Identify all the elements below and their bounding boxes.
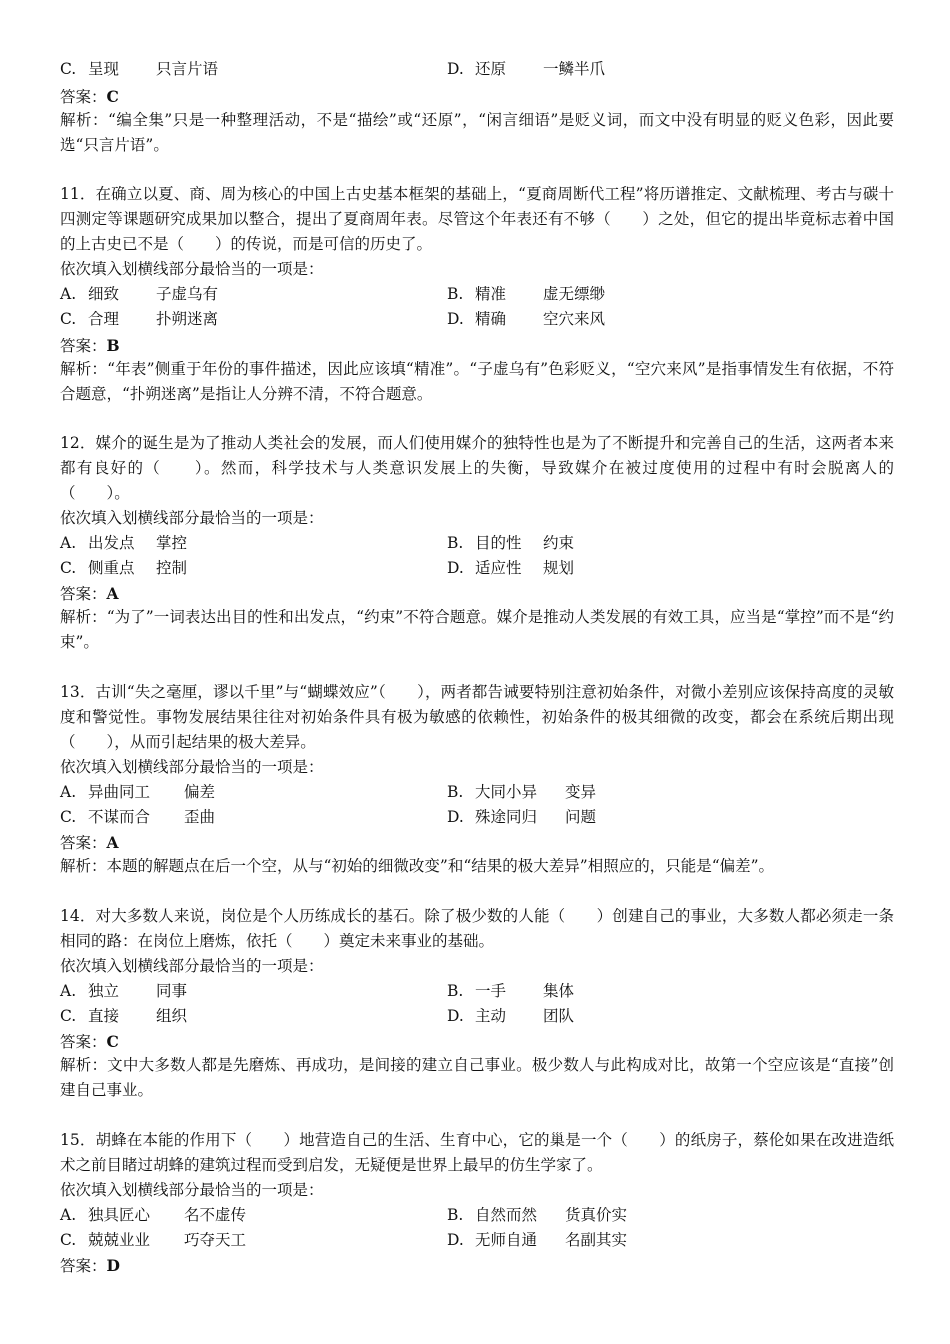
question-stem: 11．在确立以夏、商、周为核心的中国上古史基本框架的基础上，“夏商周断代工程”将历谱推定、文献梳理、考古与碳十四测定等课题研究成果加以整合，提出了夏商周年表。尽管这个年表还有不够（ ）之处，但它的提出毕竟标志着中国的上古史已不是（ ）的传说，而是可信的历史了。 xyxy=(60,185,894,253)
option-c: C. 呈现 只言片语 xyxy=(60,60,219,78)
answer-line: 答案：A xyxy=(60,584,119,603)
option-d: D. 殊途同归 问题 xyxy=(447,808,597,826)
question-prompt: 依次填入划横线部分最恰当的一项是： xyxy=(60,957,324,975)
option-b: B. 一手 集体 xyxy=(447,982,575,1000)
option-b: B. 大同小异 变异 xyxy=(447,783,597,801)
answer-line: 答案：D xyxy=(60,1256,120,1275)
option-d: D. 主动 团队 xyxy=(447,1007,575,1025)
option-b: B. 目的性 约束 xyxy=(447,534,575,552)
option-a: A. 独立 同事 xyxy=(60,982,188,1000)
option-c: C. 不谋而合 歪曲 xyxy=(60,808,216,826)
explanation: 解析：“编全集”只是一种整理活动，不是“描绘”或“还原”，“闲言细语”是贬义词，而文中没有明显的贬义色彩，因此要选“只言片语”。 xyxy=(60,111,894,154)
option-d: D. 还原 一鳞半爪 xyxy=(447,60,606,78)
question-prompt: 依次填入划横线部分最恰当的一项是： xyxy=(60,260,324,278)
explanation: 解析：文中大多数人都是先磨炼、再成功，是间接的建立自己事业。极少数人与此构成对比，故第一个空应该是“直接”创建自己事业。 xyxy=(60,1056,894,1099)
option-c: C. 兢兢业业 巧夺天工 xyxy=(60,1231,247,1249)
option-d: D. 无师自通 名副其实 xyxy=(447,1231,628,1249)
question-stem: 12．媒介的诞生是为了推动人类社会的发展，而人们使用媒介的独特性也是为了不断提升和完善自己的生活，这两者本来都有良好的（ ）。然而，科学技术与人类意识发展上的失衡，导致媒介在被过度使用的过程中有时会脱离人的（ ）。 xyxy=(60,434,894,502)
answer-line: 答案：B xyxy=(60,336,120,355)
explanation: 解析：“为了”一词表达出目的性和出发点，“约束”不符合题意。媒介是推动人类发展的有效工具，应当是“掌控”而不是“约束”。 xyxy=(60,608,894,651)
question-stem: 14．对大多数人来说，岗位是个人历练成长的基石。除了极少数的人能（ ）创建自己的事业，大多数人都必须走一条相同的路：在岗位上磨炼，依托（ ）奠定未来事业的基础。 xyxy=(60,907,894,950)
option-a: A. 细致 子虚乌有 xyxy=(60,285,219,303)
option-c: C. 合理 扑朔迷离 xyxy=(60,310,219,328)
option-a: A. 独具匠心 名不虚传 xyxy=(60,1206,247,1224)
question-prompt: 依次填入划横线部分最恰当的一项是： xyxy=(60,758,324,776)
question-stem: 15．胡蜂在本能的作用下（ ）地营造自己的生活、生育中心，它的巢是一个（ ）的纸房子，蔡伦如果在改进造纸术之前目睹过胡蜂的建筑过程而受到启发，无疑便是世界上最早的仿生学家了。 xyxy=(60,1131,894,1174)
question-prompt: 依次填入划横线部分最恰当的一项是： xyxy=(60,509,324,527)
option-a: A. 出发点 掌控 xyxy=(60,534,188,552)
option-b: B. 精准 虚无缥缈 xyxy=(447,285,606,303)
option-c: C. 直接 组织 xyxy=(60,1007,188,1025)
option-d: D. 精确 空穴来风 xyxy=(447,310,606,328)
answer-line: 答案：C xyxy=(60,87,119,106)
question-stem: 13．古训“失之毫厘，谬以千里”与“蝴蝶效应”（ ），两者都告诫要特别注意初始条件，对微小差别应该保持高度的灵敏度和警觉性。事物发展结果往往对初始条件具有极为敏感的依赖性，初始条件的极其细微的改变，都会在系统后期出现（ ），从而引起结果的极大差异。 xyxy=(60,683,894,751)
option-a: A. 异曲同工 偏差 xyxy=(60,783,216,801)
explanation: 解析：本题的解题点在后一个空，从与“初始的细微改变”和“结果的极大差异”相照应的，只能是“偏差”。 xyxy=(60,857,775,875)
option-c: C. 侧重点 控制 xyxy=(60,559,188,577)
option-d: D. 适应性 规划 xyxy=(447,559,575,577)
option-b: B. 自然而然 货真价实 xyxy=(447,1206,628,1224)
question-prompt: 依次填入划横线部分最恰当的一项是： xyxy=(60,1181,324,1199)
answer-line: 答案：A xyxy=(60,833,119,852)
answer-line: 答案：C xyxy=(60,1032,119,1051)
explanation: 解析：“年表”侧重于年份的事件描述，因此应该填“精准”。“子虚乌有”色彩贬义，“空穴来风”是指事情发生有依据，不符合题意，“扑朔迷离”是指让人分辨不清，不符合题意。 xyxy=(60,360,894,403)
